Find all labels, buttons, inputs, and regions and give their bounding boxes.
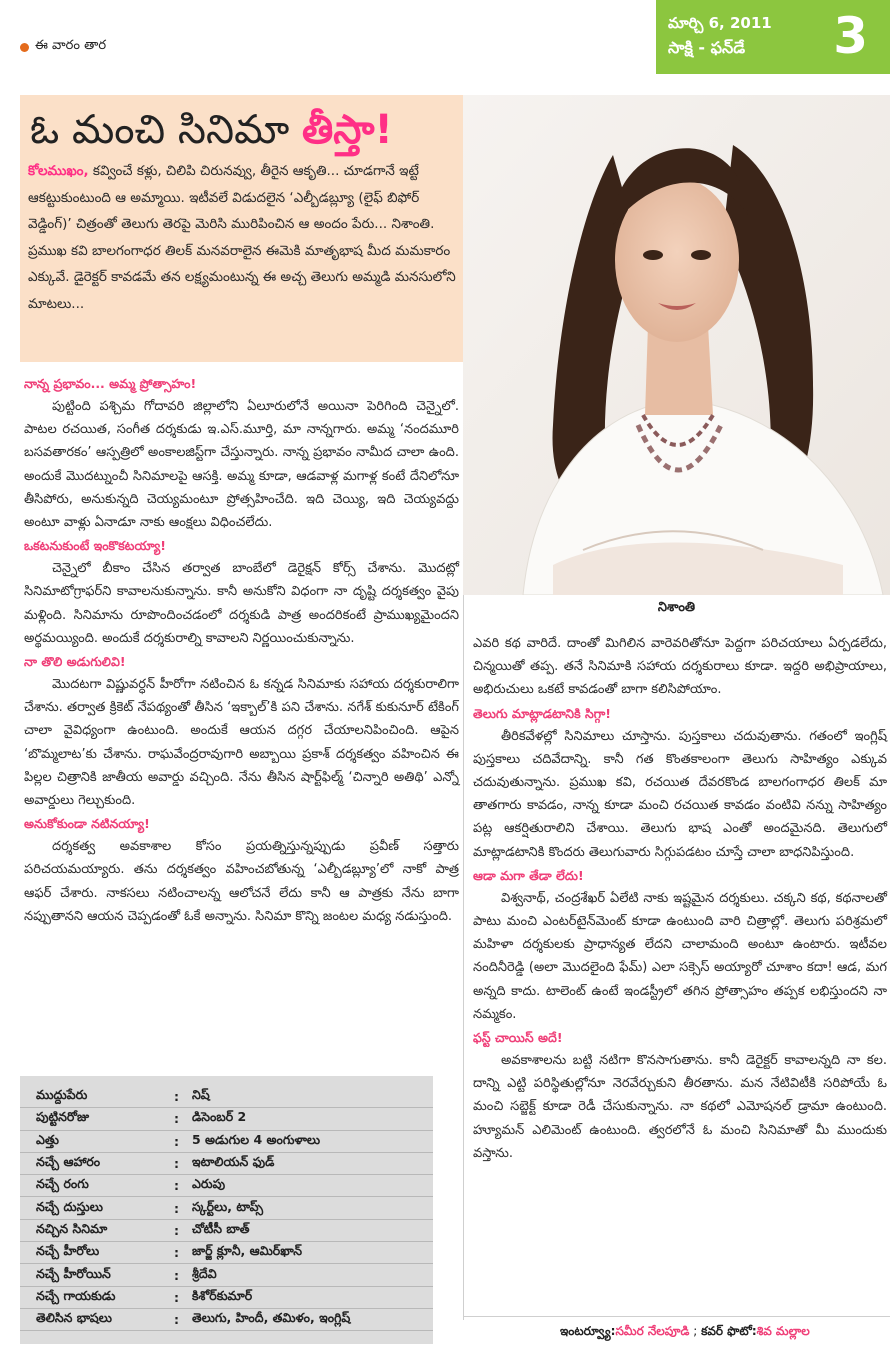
intro-paragraph (28, 158, 458, 317)
profile-value: చోటీసీ బాత్ (192, 1219, 433, 1241)
right-column (473, 632, 887, 1165)
profile-label: ముద్దుపేరు (20, 1086, 174, 1108)
profile-colon: : (174, 1264, 192, 1286)
profile-colon: : (174, 1175, 192, 1197)
profile-box (20, 1076, 433, 1344)
profile-value: జార్జ్ క్లూనీ, ఆమిర్‌ఖాన్ (192, 1242, 433, 1264)
section-heading: ఒకటనుకుంటే ఇంకొకటయ్యా! (24, 538, 166, 554)
profile-row (20, 1130, 433, 1152)
section-body: పుట్టింది పశ్చిమ గోదావరి జిల్లాలోని ఏలూరులోనే అయినా పెరిగింది చెన్నైలో. పాటల రచయిత, సంగీత దర్శకుడు ఇ.ఎస్.మూర్తి, మా నాన్నగారు. అమ్మ ‘నందమూరి బసవతారకం’ ఆస్పత్రిలో అంకాలజిస్ట్‌గా చేస్తున్నారు. నాన్న ప్రభావం నామీద చాలా ఉంది. అందుకే మొదట్నుంచీ సినిమాలపై ఆసక్తి. అమ్మ కూడా, ఆడవాళ్ల మగాళ్ల కంటే దేనిలోనూ తీసిపోరు, అనుకున్నది చెయ్యమంటూ ప్రోత్సహించేది. ఇది చెయ్యి, ఇది చెయ్యవద్దు అంటూ వాళ్లు ఏనాడూ నాకు ఆంక్షలు విధించలేదు. (24, 399, 459, 531)
headline (30, 100, 393, 160)
profile-colon: : (174, 1286, 192, 1308)
intro-text: కవ్వించే కళ్లు, చిలిపి చిరునవ్వు, తీరైన ఆకృతి... చూడగానే ఇట్టే ఆకట్టుకుంటుంది ఆ అమ్మాయి. ఇటీవలే విడుదలైన ‘ఎల్బీడబ్ల్యూ (లైఫ్ బిఫోర్ వెడ్డింగ్)’ చిత్రంతో తెలుగు తెరపై మెరిసి మురిపించిన ఆ అందం పేరు... నిశాంతి. ప్రముఖ కవి బాలగంగాధర తిలక్ మనవరాలైన ఈమెకి మాతృభాష మీద మమకారం ఎక్కువే. డైరెక్టర్ కావడమే తన లక్ష్యమంటున్న ఈ అచ్చ తెలుగు అమ్మడి మనసులోని మాటలు... (28, 163, 456, 312)
section-body: మొదటగా విష్ణువర్ధన్ హీరోగా నటించిన ఓ కన్నడ సినిమాకు సహాయ దర్శకురాలిగా చేశాను. తర్వాత క్రికెట్ నేపథ్యంతో తీసిన ‘ఇక్బాల్’కి పని చేశాను. నగేశ్ కుకునూర్ టేకింగ్ చాలా వైవిధ్యంగా ఉంటుంది. అందుకే ఆయన దగ్గర చేయాలనిపించింది. ఆపైన ‘బొమ్మలాట’కు చేశాను. రాఘవేంద్రరావుగారి అబ్బాయి ప్రకాశ్ దర్శకత్వం వహించిన ఈ పిల్లల చిత్రానికి జాతీయ అవార్డు వచ్చింది. నేను తీసిన షార్ట్‌ఫిల్మ్ ‘చిన్నారి అతిథి’ ఎన్నో అవార్డులు గెల్చుకుంది. (24, 677, 459, 809)
profile-value: 5 అడుగుల 4 అంగుళాలు (192, 1130, 433, 1152)
section-heading: ఫస్ట్ చాయిస్ అదే! (473, 1030, 563, 1046)
portrait-illustration (463, 95, 890, 595)
section-body: దర్శకత్వ అవకాశాల కోసం ప్రయత్నిస్తున్నప్పుడు ప్రవీణ్ సత్తారు పరిచయమయ్యారు. తను దర్శకత్వం వహించబోతున్న ‘ఎల్బీడబ్ల్యూ’లో నాకో పాత్ర ఆఫర్ చేశారు. నాకసలు నటించాలన్న ఆలోచనే లేదు కానీ ఆ పాత్రకు నేను బాగా నప్పుతానని ఆయన చెప్పడంతో ఓకే అన్నాను. సినిమా కొన్ని జంటల మధ్య నడుస్తుంది. (24, 839, 459, 924)
section-body: చెన్నైలో బీకాం చేసిన తర్వాత బాంబేలో డెరైక్షన్ కోర్స్ చేశాను. మొదట్లో సినిమాటోగ్రాఫర్‌ని కావాలనుకున్నాను. కానీ అనుకోని విధంగా నా దృష్టి దర్శకత్వం వైపు మళ్లింది. సినిమాను రూపొందించడంలో దర్శకుడి పాత్ర అందరికంటే ప్రాముఖ్యమైందని అర్థమయ్యింది. అందుకే దర్శకురాల్ని కావాలని నిర్ణయించుకున్నాను. (24, 561, 459, 646)
profile-row (20, 1286, 433, 1308)
profile-label: నచ్చే హీరోయిన్ (20, 1264, 174, 1286)
profile-label: ఎత్తు (20, 1130, 174, 1152)
section-body: అవకాశాలను బట్టి నటిగా కొనసాగుతాను. కానీ డెరైక్టర్ కావాలన్నది నా కల. దాన్ని ఎట్టి పరిస్థితుల్లోనూ నెరవేర్చుకుని తీరతాను. మన నేటివిటీకి సరిపోయే ఓ మంచి సబ్జెక్ట్ కూడా రెడీ చేసుకున్నాను. నా కథలో ఎమోషనల్ డ్రామా ఉంటుంది. హ్యూమన్ ఎలిమెంట్ ఉంటుంది. త్వరలోనే ఓ మంచి సినిమాతో మీ ముందుకు వస్తాను. (473, 1053, 887, 1161)
profile-label: నచ్చే హీరోలు (20, 1242, 174, 1264)
page-header-box (656, 0, 890, 74)
profile-row (20, 1197, 433, 1219)
profile-row (20, 1242, 433, 1264)
left-column (24, 372, 459, 928)
profile-colon: : (174, 1086, 192, 1108)
profile-label: పుట్టినరోజు (20, 1108, 174, 1130)
profile-value: ఇటాలియన్ ఫుడ్ (192, 1152, 433, 1174)
column-divider (463, 595, 464, 1320)
profile-colon: : (174, 1219, 192, 1241)
profile-value: స్కర్ట్‌లు, టాప్స్ (192, 1197, 433, 1219)
interview-label: ఇంటర్వ్యూ: (560, 1324, 616, 1338)
profile-colon: : (174, 1308, 192, 1330)
headline-main: ఓ మంచి సినిమా (30, 107, 302, 153)
section-body: విశ్వనాథ్, చంద్రశేఖర్ ఏలేటి నాకు ఇష్టమైన దర్శకులు. చక్కని కథ, కథనాలతో పాటు మంచి ఎంటర్‌టైన్‌మెంట్ కూడా ఉంటుంది వారి చిత్రాల్లో. తెలుగు పరిశ్రమలో మహిళా దర్శకులకు ప్రాధాన్యత లేదని చాలామంది అంటూ ఉంటారు. ఇటీవల నందినీరెడ్డి (అలా మొదలైంది ఫేమ్) ఎలా సక్సెస్ అయ్యారో చూశాం కదా! ఆడ, మగ అన్నది కాదు. టాలెంట్ ఉంటే ఇండస్ట్రీలో తగిన ప్రోత్సాహం తప్పక లభిస్తుందని నా నమ్మకం. (473, 890, 887, 1022)
section-body: ఎవరి కథ వారిదే. దాంతో మిగిలిన వారెవరితోనూ పెద్దగా పరిచయాలు ఏర్పడలేదు, చిన్మయితో తప్ప. తనే సినిమాకి సహాయ దర్శకురాలు కూడా. ఇద్దరి అభిప్రాయాలు, అభిరుచులు ఒకటే కావడంతో బాగా కలిసిపోయాం. (473, 636, 887, 698)
page-number: 3 (833, 7, 868, 65)
issue-date: మార్చి 6, 2011 (668, 14, 772, 32)
section-heading: ఆడా మగా తేడా లేదు! (473, 867, 584, 883)
intro-lead: కోలముఖం, (28, 163, 89, 179)
profile-colon: : (174, 1130, 192, 1152)
profile-value: శ్రీదేవి (192, 1264, 433, 1286)
profile-label: నచ్చే ఆహారం (20, 1152, 174, 1174)
profile-value: ఎరుపు (192, 1175, 433, 1197)
photographer-name: శివ మల్లాల (756, 1324, 810, 1338)
profile-row (20, 1086, 433, 1108)
profile-row (20, 1264, 433, 1286)
bullet-icon (20, 43, 29, 52)
profile-row (20, 1219, 433, 1241)
photo-caption: నిశాంతి (657, 600, 696, 615)
profile-value: కిశోర్‌కుమార్ (192, 1286, 433, 1308)
profile-row (20, 1152, 433, 1174)
section-tag (20, 38, 106, 56)
credit-separator: ; (689, 1324, 702, 1338)
headline-highlight: తీస్తా! (301, 107, 393, 153)
profile-label: నచ్చే దుస్తులు (20, 1197, 174, 1219)
profile-colon: : (174, 1152, 192, 1174)
profile-label: నచ్చే రంగు (20, 1175, 174, 1197)
section-heading: అనుకోకుండా నటినయ్యా! (24, 816, 150, 832)
profile-label: నచ్చిన సినిమా (20, 1219, 174, 1241)
profile-value: తెలుగు, హిందీ, తమిళం, ఇంగ్లిష్ (192, 1308, 433, 1330)
credit-line (560, 1324, 810, 1341)
profile-label: నచ్చే గాయకుడు (20, 1286, 174, 1308)
profile-value: డిసెంబర్ 2 (192, 1108, 433, 1130)
interviewer-name: సమీర నేలపూడి (615, 1324, 690, 1338)
section-heading: నాన్న ప్రభావం... అమ్మ ప్రోత్సాహం! (24, 376, 197, 391)
profile-label: తెలిసిన భాషలు (20, 1308, 174, 1330)
profile-row (20, 1108, 433, 1130)
profile-row (20, 1308, 433, 1330)
bottom-divider (463, 1316, 890, 1317)
photo-label: కవర్ ఫొటో: (701, 1324, 757, 1338)
section-heading: తెలుగు మాట్లాడటానికి సిగ్గా! (473, 705, 611, 721)
paper-name: సాక్షి - ఫన్‌డే (668, 38, 746, 57)
profile-value: నిష్ (192, 1086, 433, 1108)
profile-colon: : (174, 1197, 192, 1219)
profile-table (20, 1086, 433, 1331)
section-label: ఈ వారం తార (35, 38, 107, 53)
profile-colon: : (174, 1242, 192, 1264)
profile-colon: : (174, 1108, 192, 1130)
section-body: తీరికవేళల్లో సినిమాలు చూస్తాను. పుస్తకాలు చదువుతాను. గతంలో ఇంగ్లిష్ పుస్తకాలు చదివేదాన్ని. కానీ గత కొంతకాలంగా తెలుగు సాహిత్యం ఎక్కువ చదువుతున్నాను. ప్రముఖ కవి, రచయిత దేవరకొండ బాలగంగాధర తిలక్ మా తాతగారు కావడం, నాన్న కూడా మంచి రచయిత కావడం వంటివి నన్ను సాహిత్యం పట్ల ఆకర్షితురాలిని చేశాయి. తెలుగు భాష ఎంతో అందమైనది. తెలుగులో మాట్లాడటానికి కొందరు తెలుగువారు సిగ్గుపడటం చూస్తే చాలా బాధనిపిస్తుంది. (473, 728, 887, 860)
profile-row (20, 1175, 433, 1197)
portrait-photo (463, 95, 890, 595)
section-heading: నా తొలి అడుగులివి! (24, 654, 126, 670)
